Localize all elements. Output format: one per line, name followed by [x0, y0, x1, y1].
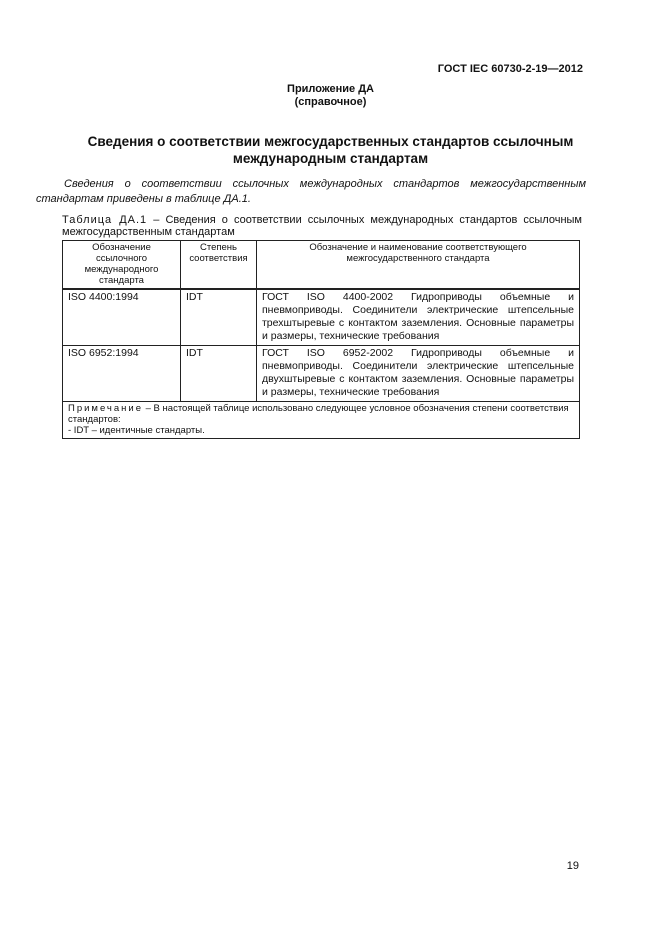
degree-cell: IDT — [181, 289, 257, 346]
intro-paragraph: Сведения о соответствии ссылочных международных стандартов межгосударственным стандартам приведены в таблице ДА.1. — [36, 178, 586, 205]
section-title-line-1: Сведения о соответствии межгосударственных стандартов ссылочным — [87, 134, 574, 149]
degree-cell: IDT — [181, 346, 257, 402]
note-item: - IDT – идентичные стандарты. — [68, 425, 205, 436]
table-note — [63, 402, 580, 439]
page-number: 19 — [566, 860, 579, 872]
header-degree: Степень соответствия — [181, 241, 257, 290]
note-label: Примечание — [68, 403, 143, 414]
correspondence-table — [62, 240, 580, 439]
annex-title: Приложение ДА — [287, 83, 374, 95]
interstate-standard-cell: ГОСТ ISO 4400-2002 Гидроприводы объемные и пневмоприводы. Соединители электрические штепсельные трехштыревые с контактом заземления. Основные параметры и размеры, технические требования — [257, 289, 580, 346]
header-interstate-standard: Обозначение и наименование соответствующего межгосударственного стандарта — [257, 241, 580, 290]
note-text: – В настоящей таблице использовано следующее условное обозначения степени соответствия стандартов: — [68, 403, 569, 425]
ref-standard-cell: ISO 4400:1994 — [63, 289, 181, 346]
table-note-row — [63, 402, 580, 439]
table-row — [63, 289, 580, 346]
table-caption-number: Таблица ДА.1 — [62, 214, 148, 226]
table-caption-text: – Сведения о соответствии ссылочных международных стандартов ссылочным межгосударственным стандартам — [62, 214, 582, 238]
document-header: ГОСТ IEC 60730-2-19—2012 — [437, 63, 583, 75]
annex-subtitle: (справочное) — [294, 96, 367, 108]
section-title — [40, 133, 621, 167]
table-row — [63, 346, 580, 402]
ref-standard-cell: ISO 6952:1994 — [63, 346, 181, 402]
table-header-row — [63, 241, 580, 290]
table-caption — [62, 214, 582, 238]
header-ref-standard: Обозначение ссылочного международного стандарта — [63, 241, 181, 290]
section-title-line-2: международным стандартам — [232, 151, 429, 166]
interstate-standard-cell: ГОСТ ISO 6952-2002 Гидроприводы объемные и пневмоприводы. Соединители электрические штепсельные двухштыревые с контактом заземления. Основные параметры и размеры, технические требования — [257, 346, 580, 402]
